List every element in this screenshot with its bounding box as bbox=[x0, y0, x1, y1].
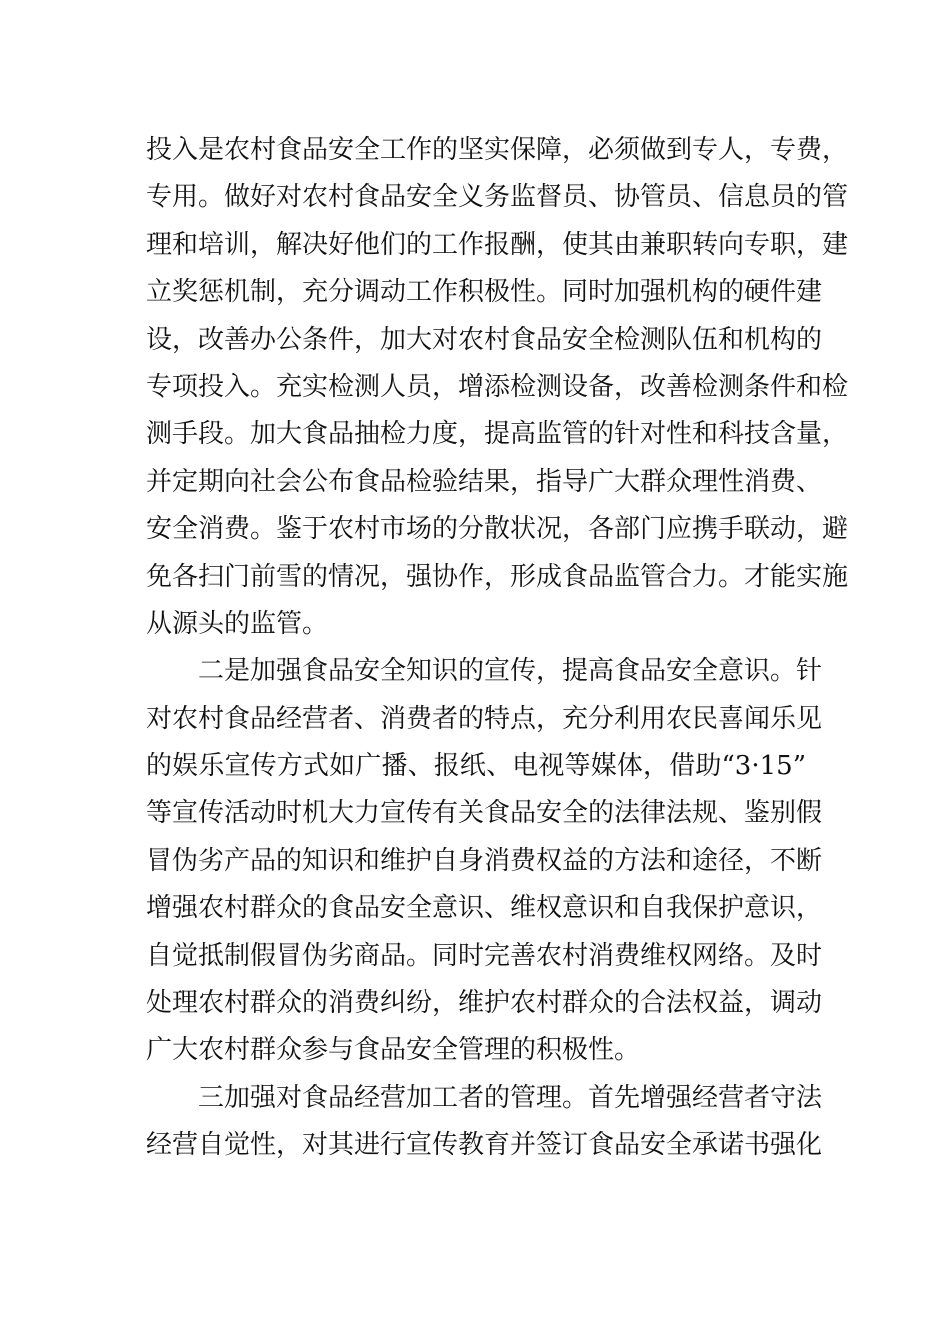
text-line: 自觉抵制假冒伪劣商品。同时完善农村消费维权网络。及时 bbox=[146, 940, 823, 971]
text-line: 的娱乐宣传方式如广播、报纸、电视等媒体，借助“3·15” bbox=[146, 751, 806, 782]
text-line: 等宣传活动时机大力宣传有关食品安全的法律法规、鉴别假 bbox=[146, 798, 823, 829]
text-line: 冒伪劣产品的知识和维护自身消费权益的方法和途径，不断 bbox=[146, 845, 823, 876]
text-line: 处理农村群众的消费纠纷，维护农村群众的合法权益，调动 bbox=[146, 988, 823, 1019]
paragraph-start-line: 三加强对食品经营加工者的管理。首先增强经营者守法 bbox=[198, 1082, 823, 1113]
text-line: 投入是农村食品安全工作的坚实保障，必须做到专人，专费， bbox=[146, 135, 849, 165]
text-line: 从源头的监管。 bbox=[146, 608, 329, 639]
text-line: 设，改善办公条件，加大对农村食品安全检测队伍和机构的 bbox=[146, 324, 823, 355]
text-line: 并定期向社会公布食品检验结果，指导广大群众理性消费、 bbox=[146, 466, 823, 497]
text-line: 广大农村群众参与食品安全管理的积极性。 bbox=[146, 1035, 641, 1066]
text-line: 测手段。加大食品抽检力度，提高监管的针对性和科技含量， bbox=[146, 419, 849, 450]
text-line: 专用。做好对农村食品安全义务监督员、协管员、信息员的管 bbox=[146, 182, 849, 213]
text-line: 对农村食品经营者、消费者的特点，充分利用农民喜闻乐见 bbox=[146, 703, 823, 734]
paragraph-start-line: 二是加强食品安全知识的宣传，提高食品安全意识。针 bbox=[198, 656, 823, 687]
text-line: 增强农村群众的食品安全意识、维权意识和自我保护意识， bbox=[146, 893, 823, 924]
text-line: 安全消费。鉴于农村市场的分散状况，各部门应携手联动，避 bbox=[146, 514, 849, 545]
body-text bbox=[146, 127, 849, 1170]
text-line: 立奖惩机制，充分调动工作积极性。同时加强机构的硬件建 bbox=[146, 277, 823, 308]
text-line: 理和培训，解决好他们的工作报酬，使其由兼职转向专职，建 bbox=[146, 229, 849, 260]
text-line: 经营自觉性，对其进行宣传教育并签订食品安全承诺书强化 bbox=[146, 1130, 823, 1161]
text-line: 免各扫门前雪的情况，强协作，形成食品监管合力。才能实施 bbox=[146, 561, 849, 592]
text-line: 专项投入。充实检测人员，增添检测设备，改善检测条件和检 bbox=[146, 371, 849, 402]
